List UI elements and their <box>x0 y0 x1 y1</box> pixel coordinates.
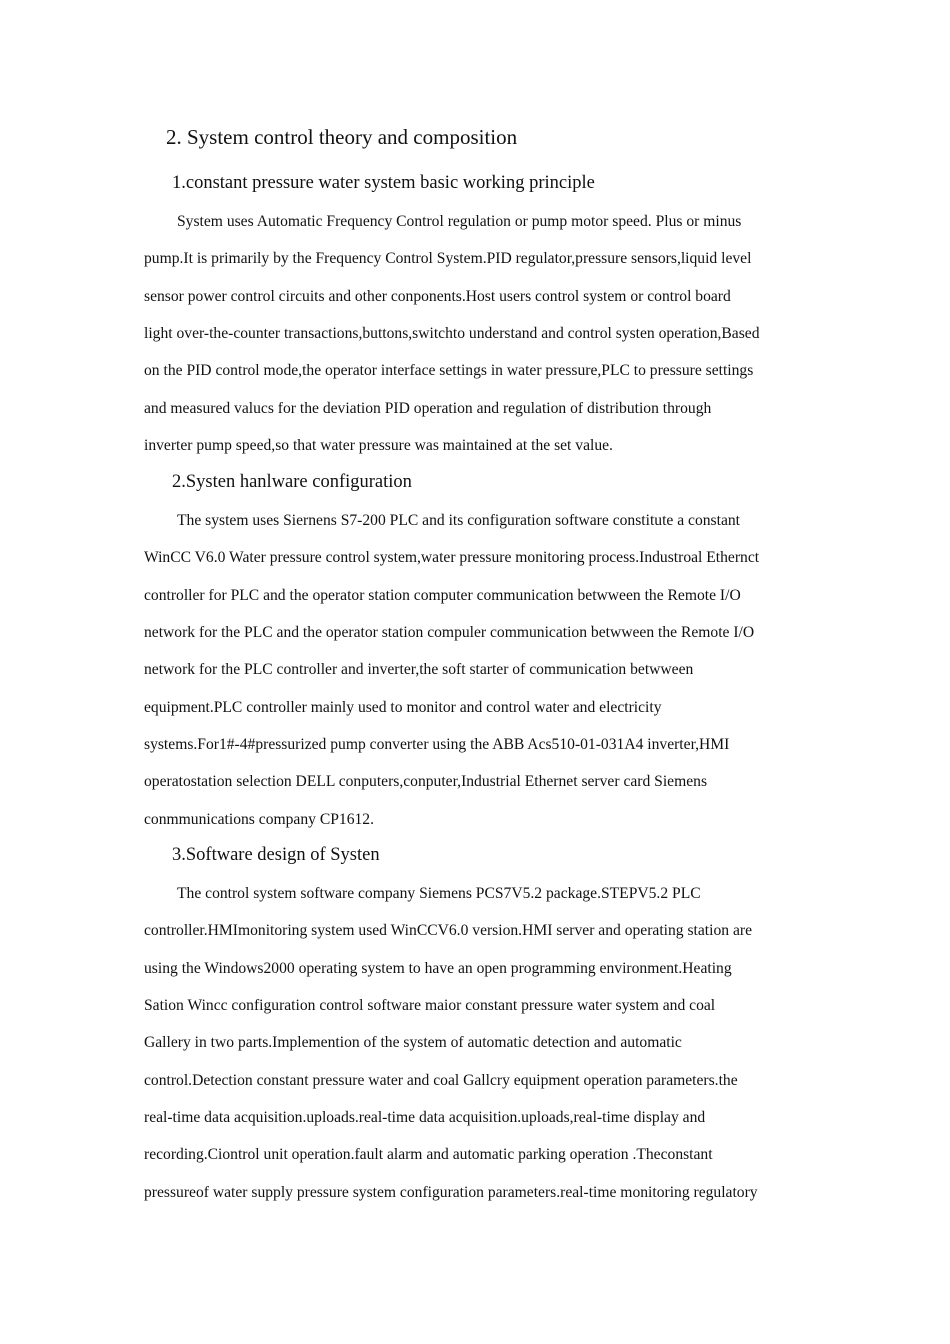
paragraph-line: Gallery in two parts.Implemention of the system of automatic detection and automatic <box>144 1034 682 1052</box>
paragraph-line: network for the PLC controller and inverter,the soft starter of communication betwween <box>144 661 694 679</box>
paragraph-line: using the Windows2000 operating system to have an open programming environment.Heating <box>144 959 732 977</box>
paragraph-line: pressureof water supply pressure system configuration parameters.real-time monitoring regulatory <box>144 1183 758 1201</box>
paragraph-line: pump.It is primarily by the Frequency Control System.PID regulator,pressure sensors,liquid level <box>144 250 752 268</box>
paragraph-line: controller for PLC and the operator station computer communication betwween the Remote I/O <box>144 586 741 604</box>
paragraph-line: real-time data acquisition.uploads.real-time data acquisition.uploads,real-time display and <box>144 1109 706 1127</box>
paragraph-line: Sation Wincc configuration control software maior constant pressure water system and coal <box>144 997 716 1015</box>
paragraph-3 <box>144 875 824 1211</box>
paragraph-line: on the PID control mode,the operator interface settings in water pressure,PLC to pressure settings <box>144 362 754 380</box>
paragraph-line: The system uses Siernens S7-200 PLC and its configuration software constitute a constant <box>177 512 741 529</box>
paragraph-line: inverter pump speed,so that water pressure was maintained at the set value. <box>144 437 613 455</box>
paragraph-line: systems.For1#-4#pressurized pump converter using the ABB Acs510-01-031A4 inverter,HMI <box>144 736 730 754</box>
paragraph-line: network for the PLC and the operator station compuler communication betwween the Remote I/O <box>144 624 755 642</box>
paragraph-line: System uses Automatic Frequency Control regulation or pump motor speed. Plus or minus <box>177 213 742 230</box>
section-heading: 2. System control theory and composition <box>166 125 518 149</box>
paragraph-line: conmmunications company CP1612. <box>144 810 374 828</box>
subsection-title-1: 1.constant pressure water system basic working principle <box>172 173 595 193</box>
paragraph-line: control.Detection constant pressure water and coal Gallcry equipment operation parameters.the <box>144 1071 738 1089</box>
paragraph-line: The control system software company Siemens PCS7V5.2 package.STEPV5.2 PLC <box>177 885 701 902</box>
paragraph-line: light over-the-counter transactions,buttons,switchto understand and control systen operation,Based <box>144 325 760 343</box>
paragraph-line: controller.HMImonitoring system used WinCCV6.0 version.HMI server and operating station are <box>144 922 752 940</box>
paragraph-1 <box>144 203 824 464</box>
subsection-title-3: 3.Software design of Systen <box>172 845 380 865</box>
paragraph-line: WinCC V6.0 Water pressure control system,water pressure monitoring process.Industroal Ethernct <box>144 549 760 567</box>
paragraph-line: and measured valucs for the deviation PID operation and regulation of distribution through <box>144 399 712 417</box>
paragraph-line: sensor power control circuits and other conponents.Host users control system or control board <box>144 287 731 305</box>
subsection-title-2: 2.Systen hanlware configuration <box>172 472 412 492</box>
paragraph-line: operatostation selection DELL conputers,conputer,Industrial Ethernet server card Siemens <box>144 773 708 791</box>
paragraph-2 <box>144 502 824 838</box>
paragraph-line: recording.Ciontrol unit operation.fault alarm and automatic parking operation .Theconstant <box>144 1146 713 1164</box>
paragraph-line: equipment.PLC controller mainly used to monitor and control water and electricity <box>144 698 662 716</box>
